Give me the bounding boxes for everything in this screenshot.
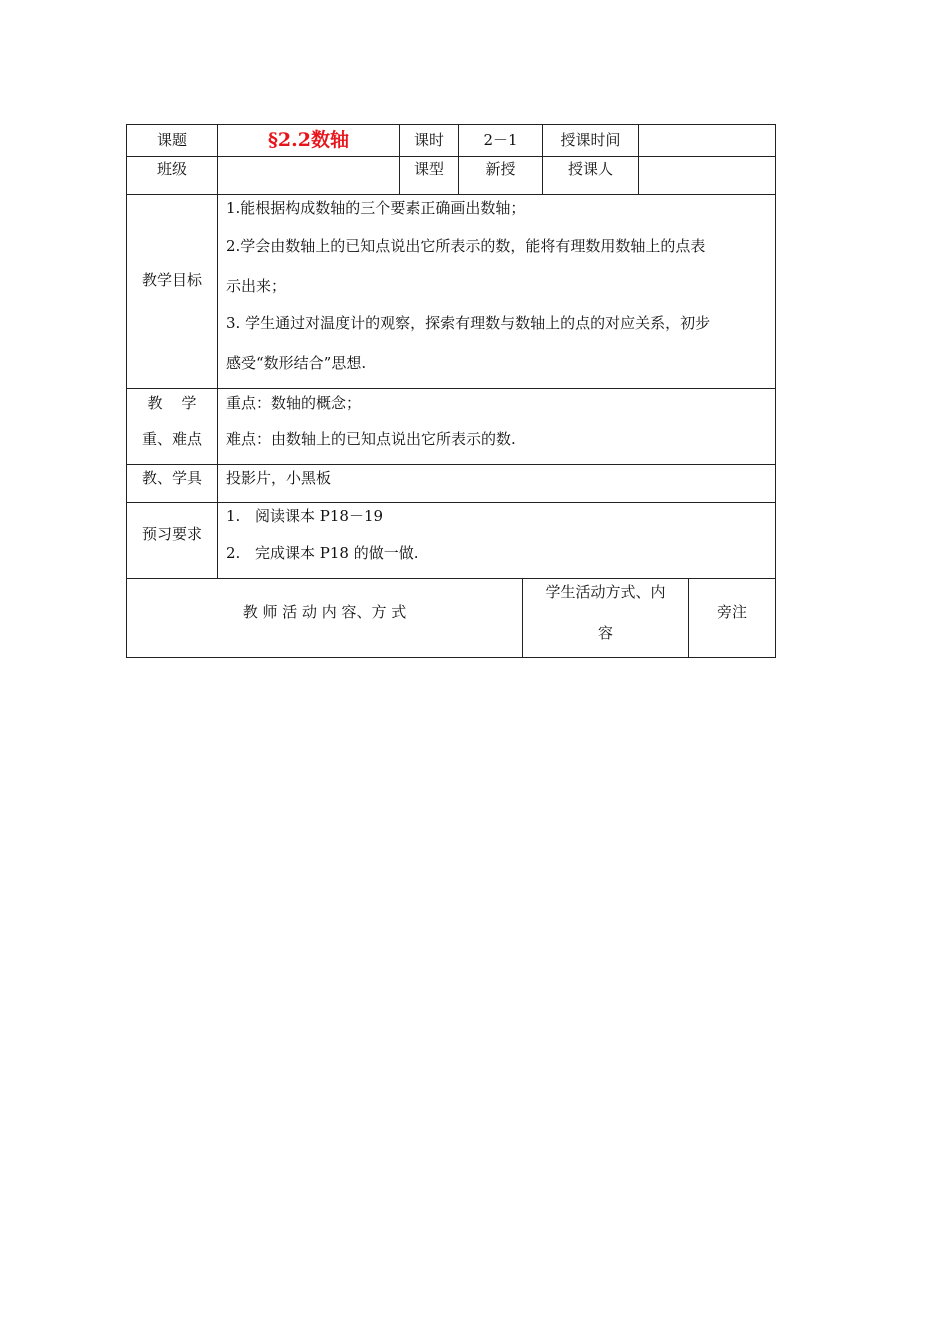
table-rule-vertical [638,124,639,194]
goal-line: 3. 学生通过对温度计的观察，探索有理数与数轴上的点的对应关系，初步 [226,314,711,332]
student-activity-header: 学生活动方式、内 [545,583,666,601]
key-point: 重点：数轴的概念； [226,394,362,412]
preview-item-text: 完成课本 P18 的做一做. [255,544,419,562]
topic-label: 课题 [156,131,187,149]
goals-label: 教学目标 [141,271,202,289]
lesson-title: §2.2数轴 [268,129,349,151]
class-label: 班级 [156,160,187,178]
period-label: 课时 [413,131,444,149]
period-value: 2－1 [483,131,518,149]
teacher-activity-header: 教 师 活 动 内 容、方 式 [242,603,407,621]
table-border-left [126,124,127,658]
table-rule-vertical [217,124,218,578]
goal-line: 示出来； [226,277,287,295]
time-label: 授课时间 [560,131,621,149]
key-points-label: 重、难点 [141,430,202,448]
teacher-label: 授课人 [567,160,613,178]
key-points-label: 教 学 [147,394,197,412]
student-activity-header: 容 [597,624,613,642]
type-value: 新授 [485,160,516,178]
goal-line: 1.能根据构成数轴的三个要素正确画出数轴； [226,199,526,217]
goal-line: 感受“数形结合”思想. [226,354,367,372]
table-rule [126,156,776,157]
table-border-right [775,124,776,658]
preview-item-number: 1. [226,507,241,525]
difficult-point: 难点：由数轴上的已知点说出它所表示的数. [226,430,516,448]
preview-label: 预习要求 [141,525,202,543]
tools-value: 投影片，小黑板 [226,469,332,487]
goal-line: 2.学会由数轴上的已知点说出它所表示的数，能将有理数用数轴上的点表 [226,237,706,255]
preview-item-text: 阅读课本 P18－19 [255,507,384,525]
table-rule [126,502,776,503]
preview-item-number: 2. [226,544,241,562]
table-border-top [126,124,776,125]
table-border-bottom [126,657,776,658]
type-label: 课型 [413,160,444,178]
notes-header: 旁注 [716,603,747,621]
table-rule [126,194,776,195]
table-rule [126,388,776,389]
table-rule [126,464,776,465]
tools-label: 教、学具 [141,469,202,487]
table-rule [126,578,776,579]
